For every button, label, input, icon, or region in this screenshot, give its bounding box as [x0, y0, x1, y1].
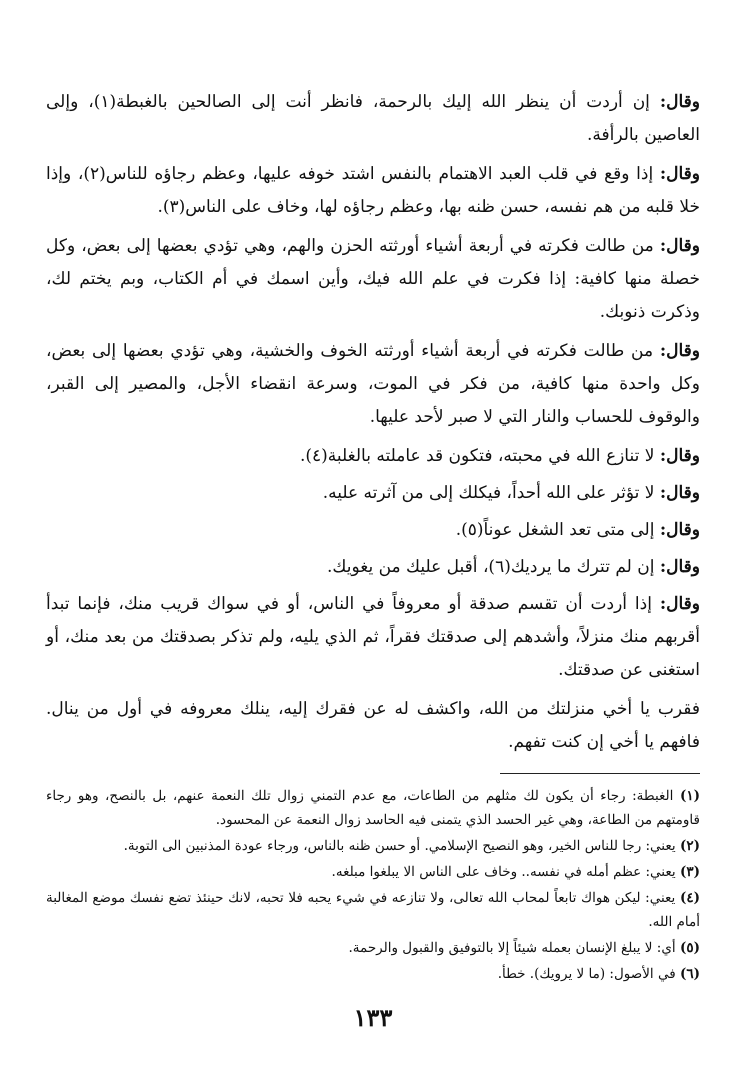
- footnotes: [46, 784, 700, 986]
- paragraph-7: [46, 514, 700, 547]
- paragraph-lead: وقال:: [659, 594, 701, 614]
- paragraph-text: من طالت فكرته في أربعة أشياء أورثته الحزن والهم، وهي تؤدي بعضها إلى بعض، وكل خصلة منها كافية: إذا فكرت في علم الله فيك، وأين اسمك في أم الكتاب، وبم يختم لك، وذكرت ذنوبك.: [46, 236, 700, 322]
- paragraph-5: [46, 440, 700, 473]
- paragraph-lead: وقال:: [659, 483, 700, 503]
- footnote-text: في الأصول: (ما لا يرويك). خطأ.: [497, 966, 676, 982]
- footnote-number: (٣): [679, 864, 700, 880]
- paragraph-9: [46, 588, 700, 687]
- paragraph-lead: وقال:: [659, 557, 700, 577]
- paragraph-lead: وقال:: [659, 520, 700, 540]
- footnote-number: (٥): [679, 940, 700, 956]
- paragraph-text: من طالت فكرته في أربعة أشياء أورثته الخوف والخشية، وهي تؤدي بعضها إلى بعض، وكل واحدة منها كافية، من فكر في الموت، وسرعة انقضاء الأجل، والمصير إلى القبر، والوقوف للحساب والنار التي لا صبر لأحد عليها.: [46, 341, 700, 427]
- paragraph-text: إن لم تترك ما يرديك(٦)، أقبل عليك من يغويك.: [327, 557, 655, 577]
- footnote-1: [46, 784, 700, 832]
- footnote-divider: [500, 773, 700, 774]
- paragraph-text: فقرب يا أخي منزلتك من الله، واكشف له عن فقرك إليه، ينلك معروفه في أول من ينال. فافهم يا أخي إن كنت تفهم.: [46, 699, 700, 752]
- paragraph-text: إلى متى تعد الشغل عوناً(٥).: [455, 520, 655, 540]
- paragraph-10: [46, 693, 700, 759]
- paragraph-2: [46, 158, 700, 224]
- main-text: [46, 86, 700, 759]
- paragraph-text: إذا وقع في قلب العبد الاهتمام بالنفس اشتد خوفه عليها، وعظم رجاؤه للناس(٢)، وإذا خلا قلبه من هم نفسه، حسن ظنه بها، وعظم رجاؤه لها، وخاف على الناس(٣).: [46, 164, 700, 217]
- paragraph-text: لا تنازع الله في محبته، فتكون قد عاملته بالغلبة(٤).: [299, 446, 655, 466]
- paragraph-4: [46, 335, 700, 434]
- paragraph-text: إذا أردت أن تقسم صدقة أو معروفاً في الناس، أو في سواك قريب منك، فإنما تبدأ أقربهم منك منزلاً، وأشدهم إلى صدقتك فقراً، ثم الذي يليه، ولم تذكر بصدقتك من بعد منك، أو استغنى عن صدقتك.: [46, 594, 700, 680]
- footnote-text: يعني: ليكن هواك تابعاً لمحاب الله تعالى، ولا تنازعه في شيء يحبه فلا تحبه، لانك حينئذ تضع نفسك موضع المغالبة أمام الله.: [46, 890, 700, 930]
- footnote-text: الغبطة: رجاء أن يكون لك مثلهم من الطاعات، مع عدم التمني زوال تلك النعمة عنهم، بل بالنصح، وهو رجاء قاومتهم من الطاعة، وهي غير الحسد الذي يتمنى فيه الحاسد زوال النعمة عن المحسود.: [46, 788, 700, 828]
- footnote-text: يعني: عظم أمله في نفسه.. وخاف على الناس الا يبلغوا مبلغه.: [331, 864, 676, 880]
- footnote-number: (١): [679, 788, 700, 804]
- paragraph-lead: وقال:: [659, 341, 700, 361]
- footnote-5: [46, 936, 700, 960]
- paragraph-lead: وقال:: [659, 446, 700, 466]
- footnote-6: [46, 962, 700, 986]
- paragraph-3: [46, 230, 700, 329]
- paragraph-lead: وقال:: [659, 92, 700, 112]
- footnote-text: أي: لا يبلغ الإنسان بعمله شيئاً إلا بالتوفيق والقبول والرحمة.: [348, 940, 676, 956]
- footnote-3: [46, 860, 700, 884]
- paragraph-1: [46, 86, 700, 152]
- footnote-text: يعني: رجا للناس الخير، وهو النصيح الإسلامي. أو حسن ظنه بالناس، ورجاء عودة المذنبين الى التوبة.: [123, 838, 676, 854]
- paragraph-text: إن أردت أن ينظر الله إليك بالرحمة، فانظر أنت إلى الصالحين بالغبطة(١)، وإلى العاصين بالرأفة.: [46, 92, 700, 145]
- paragraph-lead: وقال:: [659, 164, 701, 184]
- paragraph-text: لا تؤثر على الله أحداً، فيكلك إلى من آثرته عليه.: [322, 483, 655, 503]
- paragraph-8: [46, 551, 700, 584]
- footnote-2: [46, 834, 700, 858]
- footnote-4: [46, 886, 700, 934]
- page-number: ١٣٣: [353, 1003, 393, 1032]
- paragraph-lead: وقال:: [659, 236, 700, 256]
- paragraph-6: [46, 477, 700, 510]
- footnote-number: (٢): [679, 838, 700, 854]
- footnote-number: (٦): [679, 966, 700, 982]
- footnote-number: (٤): [679, 890, 700, 906]
